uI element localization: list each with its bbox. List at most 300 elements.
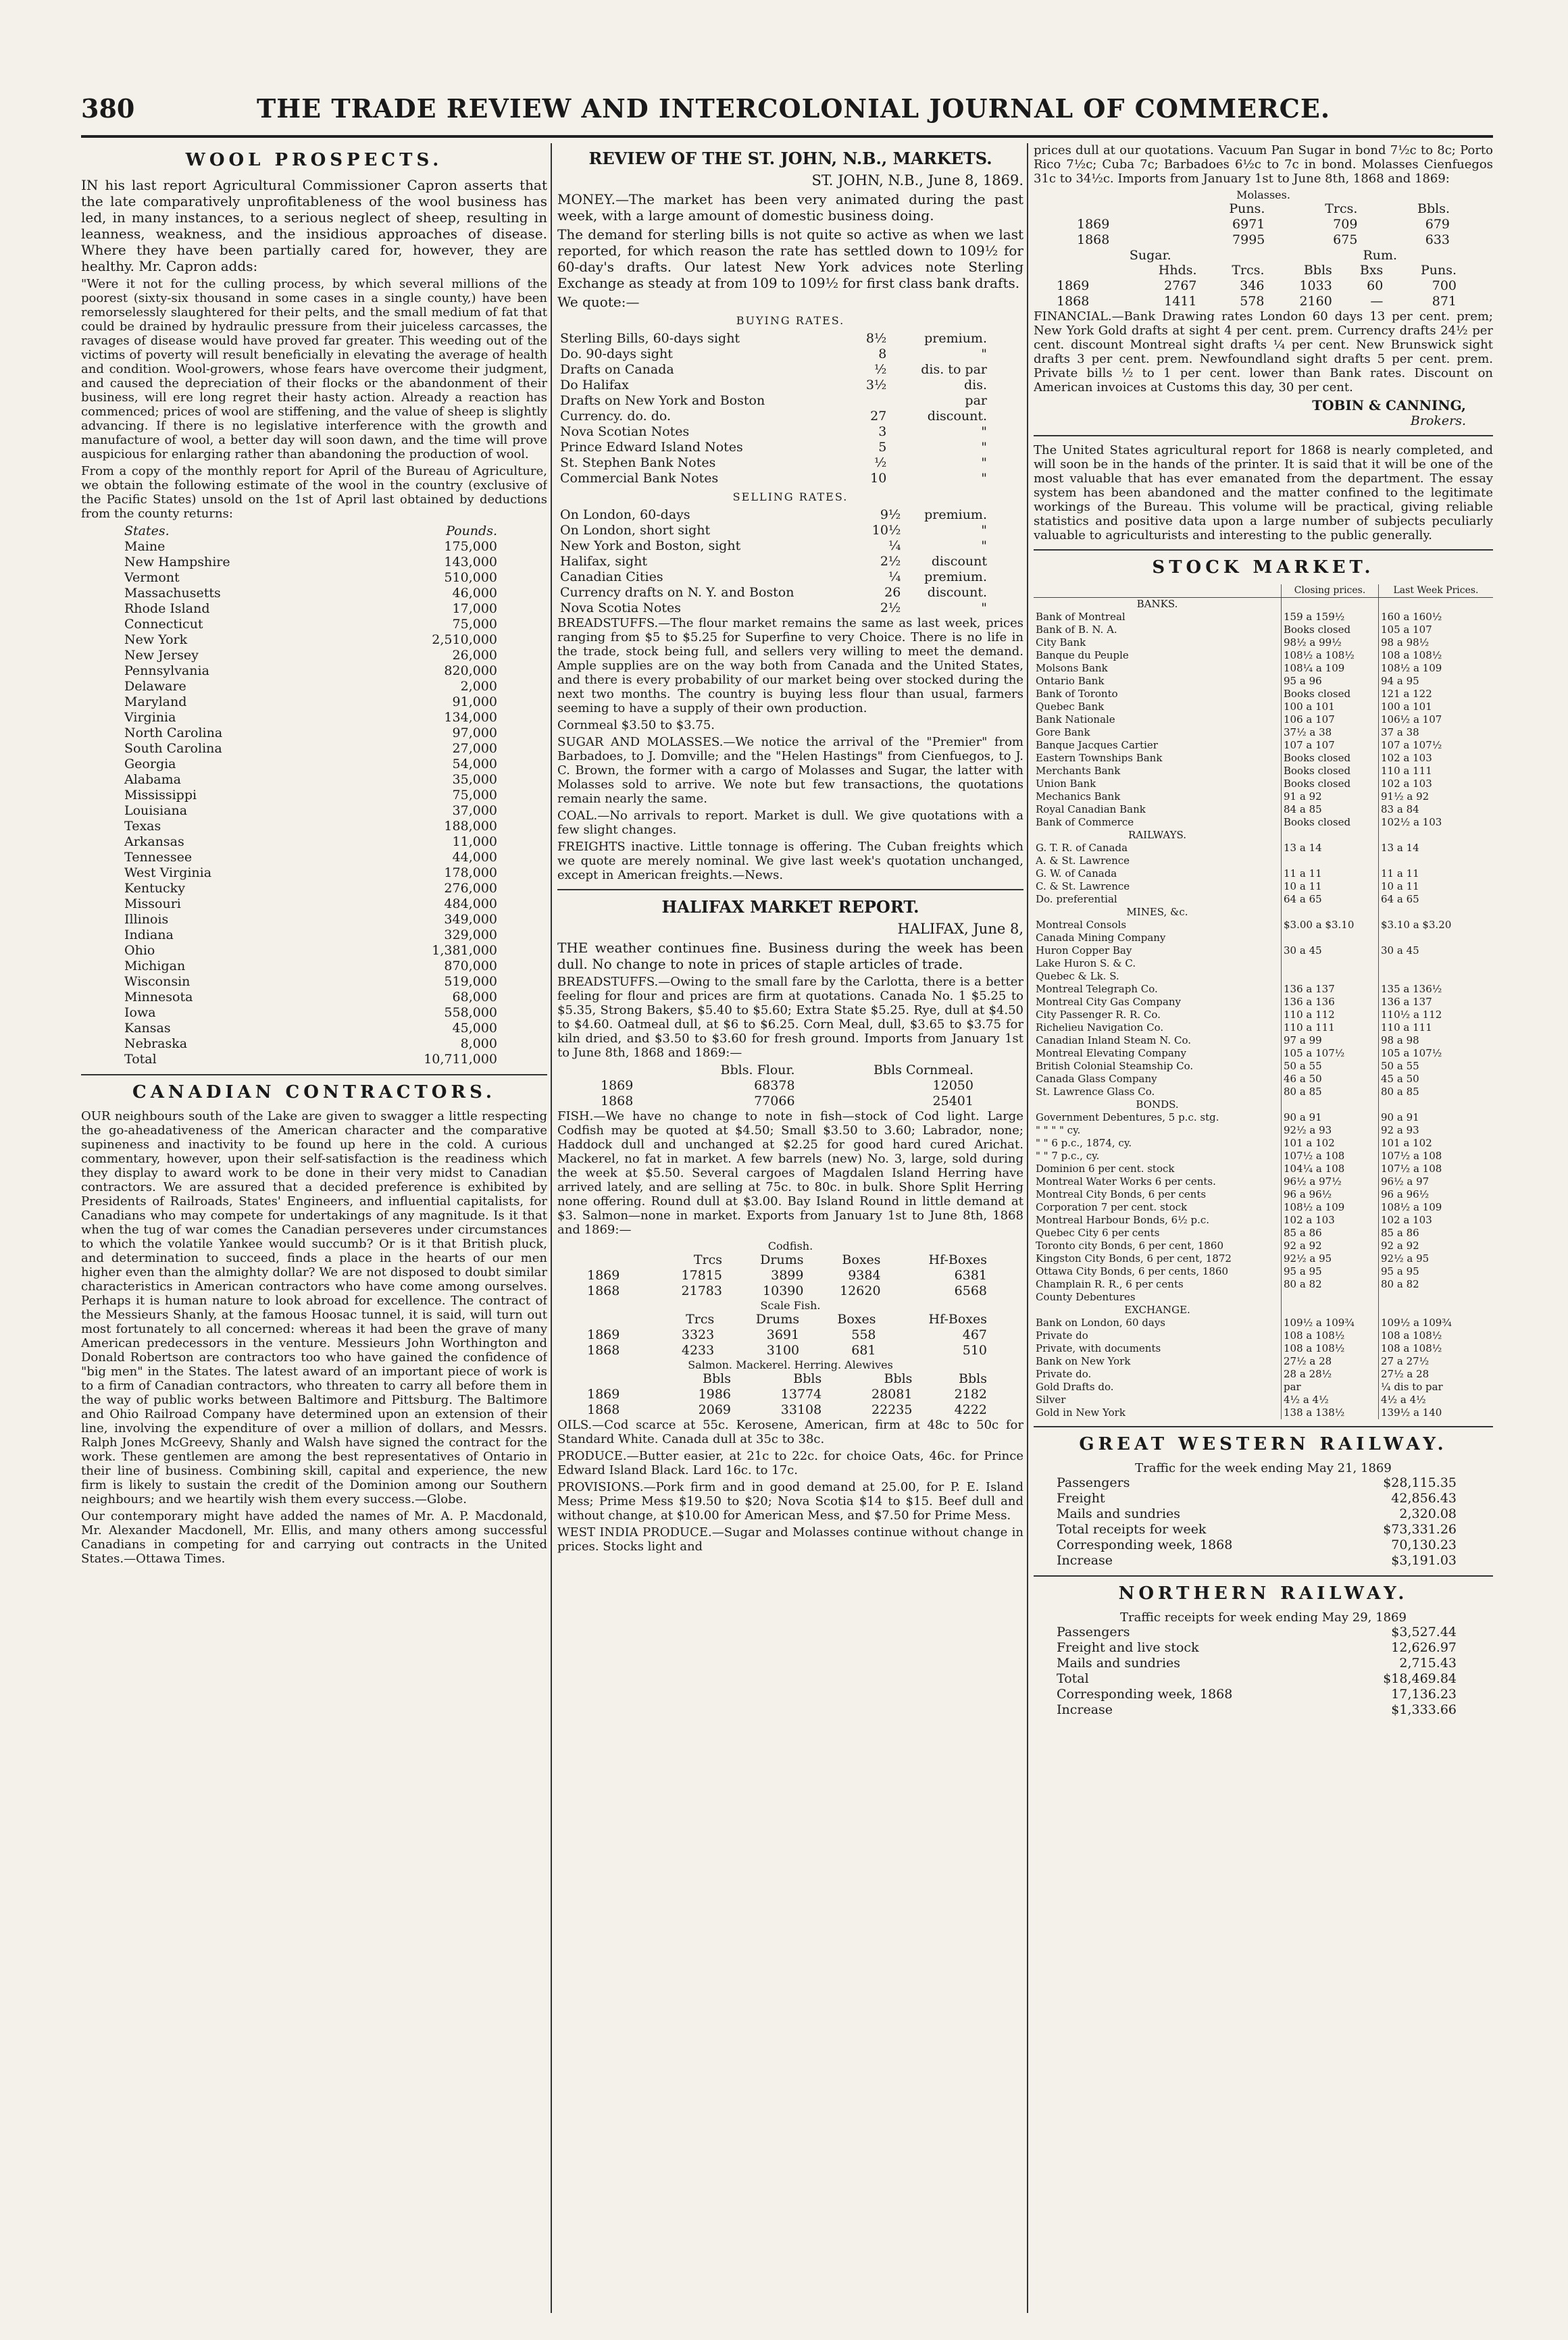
stock-price: 160 a 160½ — [1379, 611, 1493, 624]
nr-row-cell: Mails and sundries — [1057, 1656, 1181, 1671]
wool-row-cell: 134,000 — [444, 710, 497, 725]
codfish-row — [584, 1268, 990, 1283]
stock-price: 108 a 108½ — [1282, 1342, 1379, 1355]
wool-row — [122, 757, 500, 772]
selling-row-cell: On London, short sight — [560, 523, 711, 538]
wool-row-cell: 91,000 — [452, 694, 497, 709]
stock-price: 107 a 107 — [1282, 739, 1379, 752]
selling-row-cell: " — [981, 523, 987, 538]
stock-name: Montreal Telegraph Co. — [1036, 983, 1158, 995]
stock-name: Canada Glass Company — [1036, 1073, 1157, 1085]
wool-row-cell: 143,000 — [444, 555, 497, 569]
stock-section-header — [1034, 829, 1493, 842]
wool-row — [122, 586, 500, 601]
wool-row-cell: Texas — [124, 819, 161, 834]
stock-row — [1034, 662, 1493, 675]
stock-price: 110 a 112 — [1282, 1009, 1379, 1021]
stock-row — [1034, 713, 1493, 726]
wool-row — [122, 896, 500, 912]
scalefish-header-cell: Hf-Boxes — [928, 1312, 987, 1327]
selling-row-cell: ¼ — [888, 538, 901, 553]
stock-row — [1034, 624, 1493, 636]
salmon-header-cell: Bbls — [793, 1371, 822, 1386]
selling-row-cell: Currency drafts on N. Y. and Boston — [560, 585, 794, 600]
salmon-header-cell: Bbls — [703, 1371, 731, 1386]
stock-row — [1034, 790, 1493, 803]
sugar-header-cell — [1054, 263, 1121, 278]
stock-price: 107½ a 108 — [1379, 1163, 1493, 1175]
wool-row-cell: 75,000 — [452, 788, 497, 803]
selling-row-cell: " — [981, 538, 987, 553]
stock-price — [1282, 1291, 1379, 1304]
wool-row-cell: Ohio — [124, 943, 155, 958]
selling-row — [557, 601, 990, 616]
stock-price — [1282, 855, 1379, 867]
stock-row — [1034, 944, 1493, 957]
stock-price — [1282, 932, 1379, 944]
wool-row-cell: 35,000 — [452, 772, 497, 787]
molasses-row-cell: 6971 — [1232, 217, 1265, 232]
stock-name: Eastern Townships Bank — [1036, 752, 1163, 764]
stock-price — [1379, 1291, 1493, 1304]
stock-price: 85 a 86 — [1379, 1227, 1493, 1240]
salmon-row-cell: 22235 — [871, 1402, 913, 1417]
stock-price: $3.10 a $3.20 — [1379, 919, 1493, 932]
stock-name: St. Lawrence Glass Co. — [1036, 1086, 1155, 1098]
buying-row-cell: Prince Edward Island Notes — [560, 440, 743, 455]
codfish-header-cell: Hf-Boxes — [928, 1252, 987, 1267]
buying-row-cell: discount. — [927, 409, 987, 424]
flour-header-cell: Bbls Cornmeal. — [874, 1063, 973, 1077]
sugar-row-cell: 2160 — [1299, 294, 1332, 309]
wool-row-cell: 349,000 — [444, 912, 497, 927]
wool-row-cell: Nebraska — [124, 1036, 188, 1051]
sugar-title: Sugar. — [1129, 248, 1171, 263]
stock-row — [1034, 1034, 1493, 1047]
stock-row — [1034, 867, 1493, 880]
stock-price: 11 a 11 — [1379, 867, 1493, 880]
halifax-paragraph: THE weather continues fine. Business during the week has been dull. No change to note in prices of staple articles of trade. — [557, 940, 1023, 972]
wool-row-cell: 510,000 — [444, 570, 497, 585]
stock-price: 104¼ a 108 — [1282, 1163, 1379, 1175]
stock-name: Private, with documents — [1036, 1342, 1161, 1354]
stock-name: Quebec & Lk. S. — [1036, 970, 1119, 982]
financial-paragraph: FINANCIAL.—Bank Drawing rates London 60 days 13 per cent. prem; New York Gold drafts at sight 4 per cent. prem. Currency drafts 24½ per cent. discount Montreal sight drafts ¼ per cent. New Brunswick sight drafts 3 per cent. prem. Newfoundland sight drafts 5 per cent. prem. Private bills ½ to 1 per cent. lower than Bank rates. Discount on American invoices at Customs this day, 30 per cent. — [1034, 309, 1493, 395]
stock-row — [1034, 611, 1493, 624]
stock-row — [1034, 675, 1493, 688]
stock-price: 135 a 136½ — [1379, 983, 1493, 996]
stock-price: 159 a 159½ — [1282, 611, 1379, 624]
stock-name: " " " " cy. — [1036, 1124, 1081, 1136]
stock-row — [1034, 1240, 1493, 1252]
codfish-header-cell — [584, 1252, 648, 1268]
buying-row-cell: Drafts on Canada — [560, 362, 674, 377]
stock-price: ¼ dis to par — [1379, 1381, 1493, 1394]
salmon-row-cell: 1986 — [698, 1387, 731, 1402]
column-divider — [1027, 143, 1028, 2313]
wool-row-cell: Wisconsin — [124, 974, 191, 989]
scalefish-header-cell: Boxes — [837, 1312, 876, 1327]
buying-row-cell: 8½ — [865, 331, 887, 346]
nr-row-cell: 2,715.43 — [1399, 1656, 1457, 1671]
gwr-row-cell: 42,856.43 — [1391, 1491, 1457, 1506]
wool-row-cell: 2,000 — [460, 679, 497, 694]
stock-price: 80 a 85 — [1282, 1086, 1379, 1098]
wool-row-cell: Michigan — [124, 959, 186, 973]
codfish-header — [584, 1252, 990, 1268]
nr-table — [1054, 1625, 1459, 1718]
stock-price: 106 a 107 — [1282, 713, 1379, 726]
buying-row-cell: " — [981, 424, 987, 439]
wool-paragraph: From a copy of the monthly report for April of the Bureau of Agriculture, we obtain the following estimate of the wool in the country (exclusive of the Pacific States) unsold on the 1st of April last obtained by deductions from the county returns: — [81, 464, 547, 521]
selling-row-cell: 10½ — [871, 523, 901, 538]
stock-price: 91 a 92 — [1282, 790, 1379, 803]
stock-price: 108 a 108½ — [1379, 1342, 1493, 1355]
codfish-row-cell: 9384 — [848, 1268, 881, 1283]
stock-price: 64 a 65 — [1282, 893, 1379, 906]
wool-row — [122, 772, 500, 788]
nr-subtitle: Traffic receipts for week ending May 29, 1869 — [1120, 1610, 1407, 1625]
wool-row — [122, 959, 500, 974]
stock-price: 92 a 92 — [1379, 1240, 1493, 1252]
stock-price: 100 a 101 — [1379, 701, 1493, 713]
buying-row — [557, 331, 990, 347]
scalefish-row — [584, 1327, 990, 1343]
scalefish-row-cell: 3100 — [766, 1343, 800, 1358]
halifax-paragraph: OILS.—Cod scarce at 55c. Kerosene, American, firm at 48c to 50c for Standard White. Canada dull at 35c to 38c. — [557, 1418, 1023, 1446]
wool-row-cell: Minnesota — [124, 990, 193, 1004]
stock-name: Royal Canadian Bank — [1036, 803, 1146, 815]
halifax-title: HALIFAX MARKET REPORT. — [661, 897, 919, 917]
stock-price: 95 a 95 — [1282, 1265, 1379, 1278]
gwr-row-cell: Passengers — [1057, 1475, 1130, 1490]
stjohn-paragraph: MONEY.—The market has been very animated during the past week, with a large amount of domestic business doing. — [557, 191, 1023, 224]
flour-row — [598, 1078, 976, 1094]
wool-col-pounds: Pounds. — [446, 524, 497, 538]
salmon-row — [584, 1402, 990, 1418]
stock-price: 102½ a 103 — [1379, 816, 1493, 829]
stock-row — [1034, 1137, 1493, 1150]
section-rule — [1034, 435, 1493, 436]
wool-quote: "Were it not for the culling process, by which several millions of the poorest (sixty-six thousand in some cases in a single county,) have been remorselessly slaughtered for their pelts, and the small medium of fat that could be drained by hydraulic pressure from their juiceless carcasses, the ravages of disease would have proved far greater. This weeding out of the victims of poverty will result beneficially in elevating the average of health and condition. Wool-growers, whose fears have overcome their judgment, and caused the depreciation of their flocks or the abandonment of their business, will ere long regret their hasty action. Already a reaction has commenced; prices of wool are stiffening, and the value of sheep is slightly advancing. If there is no legislative interference with the growth and manufacture of wool, a better day will soon dawn, and the time will prove auspicious for enlarging rather than abandoning the production of wool. — [81, 277, 547, 461]
stock-price: 13 a 14 — [1282, 842, 1379, 855]
stock-price: 92½ a 95 — [1282, 1252, 1379, 1265]
section-rule — [1034, 1426, 1493, 1427]
codfish-row-cell: 6381 — [954, 1268, 987, 1283]
stock-row — [1034, 996, 1493, 1009]
page-header — [81, 93, 1493, 141]
stock-name: Lake Huron S. & C. — [1036, 957, 1136, 969]
stock-name: Merchants Bank — [1036, 765, 1121, 777]
wool-row — [122, 710, 500, 726]
stock-price: 136 a 137 — [1379, 996, 1493, 1009]
selling-row-cell: 26 — [884, 585, 901, 600]
sugar-row-cell: 1411 — [1164, 294, 1197, 309]
stock-price: 30 a 45 — [1282, 944, 1379, 957]
stock-price: 105 a 107½ — [1282, 1047, 1379, 1060]
stock-price: 90 a 91 — [1379, 1111, 1493, 1124]
salmon-row-cell: 13774 — [780, 1387, 822, 1402]
wool-row-cell: Vermont — [124, 570, 180, 585]
stock-price: 45 a 50 — [1379, 1073, 1493, 1086]
wool-row-cell: Maine — [124, 539, 166, 554]
stock-row — [1034, 1073, 1493, 1086]
stock-price: 91½ a 92 — [1379, 790, 1493, 803]
buying-row-cell: " — [981, 471, 987, 486]
stock-row — [1034, 701, 1493, 713]
buying-row — [557, 393, 990, 409]
column-3 — [1034, 143, 1493, 2313]
buying-row-cell: dis. — [963, 378, 987, 392]
stjohn-paragraph: SUGAR AND MOLASSES.—We notice the arrival of the "Premier" from Barbadoes, to J. Domville; and the "Helen Hastings" from Cienfuegos, to J. C. Brown, the former with a cargo of Molasses and Sugar, the latter with Molasses sold to arrive. We note but few transactions, the quotations remain nearly the same. — [557, 735, 1023, 806]
scalefish-row-cell: 1869 — [587, 1327, 620, 1342]
molasses-row-cell: 7995 — [1232, 232, 1265, 247]
selling-row — [557, 538, 990, 554]
stock-price: 108½ a 109 — [1379, 1201, 1493, 1214]
halifax-paragraph: PROVISIONS.—Pork firm and in good demand at 25.00, for P. E. Island Mess; Prime Mess $19.50 to $20; Nova Scotia $14 to $15. Beef dull and without change, at $10.00 for American Mess, and $7.50 for Prime Mess. — [557, 1480, 1023, 1523]
selling-row-cell: Nova Scotia Notes — [560, 601, 682, 615]
stock-row — [1034, 803, 1493, 816]
codfish-row-cell: 17815 — [681, 1268, 722, 1283]
wool-row — [122, 632, 500, 648]
wool-row — [122, 1036, 500, 1052]
stock-name: Private do. — [1036, 1368, 1092, 1380]
stock-name: Corporation 7 per cent. stock — [1036, 1201, 1188, 1213]
stock-price: 37 a 38 — [1379, 726, 1493, 739]
stock-name: Bank of Commerce — [1036, 816, 1134, 828]
section-rule — [1034, 549, 1493, 551]
stock-price: 107½ a 108 — [1379, 1150, 1493, 1163]
stock-row — [1034, 1201, 1493, 1214]
salmon-row-cell: 1869 — [587, 1387, 620, 1402]
column-1 — [81, 143, 547, 2313]
stock-row — [1034, 1021, 1493, 1034]
wool-row-cell: Mississippi — [124, 788, 197, 803]
selling-row-cell: premium. — [924, 569, 987, 584]
flour-header-cell: Bbls. Flour. — [720, 1063, 795, 1077]
stock-name: Montreal Harbour Bonds, 6½ p.c. — [1036, 1214, 1209, 1226]
stock-name: G. T. R. of Canada — [1036, 842, 1128, 854]
stock-price: 50 a 55 — [1282, 1060, 1379, 1073]
wool-row-cell: Virginia — [124, 710, 176, 725]
scalefish-header-cell: Drums — [755, 1312, 800, 1327]
wool-row — [122, 834, 500, 850]
wool-row — [122, 912, 500, 927]
stock-row — [1034, 1355, 1493, 1368]
buying-row-cell: dis. to par — [921, 362, 987, 377]
nr-row-cell: 12,626.97 — [1391, 1640, 1457, 1655]
stjohn-paragraph: The demand for sterling bills is not quite so active as when we last reported, for which reason the rate has settled down to 109½ for 60-day's drafts. Our latest New York advices note Sterling Exchange as steady at from 109 to 109½ for first class bank drafts. — [557, 226, 1023, 291]
codfish-row-cell: 6568 — [954, 1283, 987, 1298]
stock-price — [1282, 970, 1379, 983]
wool-row — [122, 819, 500, 834]
stock-price: 96 a 96½ — [1379, 1188, 1493, 1201]
stock-name: City Passenger R. R. Co. — [1036, 1009, 1161, 1021]
sugar-row-cell: 1869 — [1057, 278, 1090, 293]
wool-row — [122, 788, 500, 803]
stock-row — [1034, 1227, 1493, 1240]
sugar-row-cell: 60 — [1367, 278, 1384, 293]
stock-name: Bank of Montreal — [1036, 611, 1126, 623]
stock-price: 27½ a 28 — [1379, 1368, 1493, 1381]
stock-price: 95 a 95 — [1379, 1265, 1493, 1278]
stock-price: 102 a 103 — [1282, 1214, 1379, 1227]
stock-price: 30 a 45 — [1379, 944, 1493, 957]
codfish-row-cell: 12620 — [840, 1283, 881, 1298]
wool-row-cell: South Carolina — [124, 741, 222, 756]
column-2 — [557, 143, 1023, 2313]
stock-price: 37½ a 38 — [1282, 726, 1379, 739]
wool-paragraph: IN his last report Agricultural Commissioner Capron asserts that the late comparatively unprofitableness of the wool business has led, in many instances, to a serious neglect of sheep, resulting in leanness, weakness, and the insidious approaches of disease. Where they have been partially cared for, however, they are healthy. Mr. Capron adds: — [81, 177, 547, 274]
salmon-row-cell: 33108 — [780, 1402, 822, 1417]
sugar-row-cell: 1033 — [1299, 278, 1332, 293]
selling-rates-title: SELLING RATES. — [732, 490, 849, 503]
stock-name: Molsons Bank — [1036, 662, 1108, 674]
stock-row — [1034, 1175, 1493, 1188]
gwr-row-cell: 2,320.08 — [1399, 1506, 1457, 1521]
sugar-table — [1054, 263, 1459, 309]
stock-price: 110 a 111 — [1282, 1021, 1379, 1034]
stock-price: 80 a 82 — [1282, 1278, 1379, 1291]
salmon-header-cell: Bbls — [884, 1371, 913, 1386]
wool-row — [122, 881, 500, 896]
stjohn-dateline: ST. JOHN, N.B., June 8, 1869. — [811, 172, 1023, 188]
wool-row-cell: Pennsylvania — [124, 663, 209, 678]
stjohn-quote: We quote:— — [557, 294, 640, 310]
stock-price — [1379, 957, 1493, 970]
wool-row — [122, 617, 500, 632]
buying-row-cell: " — [981, 347, 987, 361]
wool-title: WOOL PROSPECTS. — [185, 150, 443, 170]
stjohn-paragraph: FREIGHTS inactive. Little tonnage is offering. The Cuban freights which we quote are merely nominal. We give last week's quotation unchanged, except in American freights.—News. — [557, 840, 1023, 882]
wool-row-cell: 44,000 — [452, 850, 497, 865]
selling-row — [557, 507, 990, 523]
stock-price: 92 a 92 — [1282, 1240, 1379, 1252]
wool-row-cell: 175,000 — [444, 539, 497, 554]
stock-row — [1034, 1188, 1493, 1201]
stock-name: Richelieu Navigation Co. — [1036, 1021, 1164, 1034]
stock-name: G. W. of Canada — [1036, 867, 1117, 880]
stock-price — [1379, 970, 1493, 983]
wool-table — [122, 524, 500, 1067]
buying-row-cell: Commercial Bank Notes — [560, 471, 719, 486]
codfish-header-cell: Boxes — [842, 1252, 881, 1267]
stock-name: Gold in New York — [1036, 1406, 1126, 1419]
stock-price: 121 a 122 — [1379, 688, 1493, 701]
stock-price: 110½ a 112 — [1379, 1009, 1493, 1021]
wool-row — [122, 1021, 500, 1036]
rum-title: Rum. — [1363, 248, 1398, 263]
stock-name: Canada Mining Company — [1036, 932, 1166, 944]
gwr-inc-label: Increase — [1057, 1553, 1113, 1568]
flour-row-cell: 1868 — [601, 1094, 634, 1109]
stock-name: Dominion 6 per cent. stock — [1036, 1163, 1175, 1175]
sugar-row-cell: 2767 — [1164, 278, 1197, 293]
stock-price: 10 a 11 — [1379, 880, 1493, 893]
buying-row-cell: par — [965, 393, 987, 408]
nr-row — [1054, 1625, 1459, 1640]
stock-row — [1034, 636, 1493, 649]
stock-name: Bank on London, 60 days — [1036, 1317, 1165, 1329]
nr-row-cell: Passengers — [1057, 1625, 1130, 1639]
stock-price: 50 a 55 — [1379, 1060, 1493, 1073]
stock-row — [1034, 1163, 1493, 1175]
flour-row — [598, 1094, 976, 1109]
selling-rates-table — [557, 507, 990, 616]
scalefish-row — [584, 1343, 990, 1358]
stock-price: 107 a 107½ — [1379, 739, 1493, 752]
sugar-row — [1054, 294, 1459, 309]
signature-title: Brokers. — [1410, 413, 1466, 428]
scalefish-header-cell — [584, 1312, 651, 1327]
wool-row — [122, 570, 500, 586]
sugar-header-cell: Puns. — [1420, 263, 1457, 278]
stock-row — [1034, 932, 1493, 944]
wool-row-cell: 1,381,000 — [432, 943, 497, 958]
stock-name: Private do — [1036, 1329, 1088, 1342]
stock-price: 138 a 138½ — [1282, 1406, 1379, 1419]
nr-row-cell: $3,527.44 — [1391, 1625, 1457, 1639]
buying-row-cell: Currency. do. do. — [560, 409, 672, 424]
flour-row-cell: 1869 — [601, 1078, 634, 1093]
salmon-title: Salmon. Mackerel. Herring. Alewives — [688, 1358, 893, 1371]
stock-price: 13 a 14 — [1379, 842, 1493, 855]
stock-price: Books closed — [1282, 688, 1379, 701]
halifax-paragraph: FISH.—We have no change to note in fish—stock of Cod light. Large Codfish may be quoted at $4.50; Small $3.50 to 3.60; Labrador, none; Haddock dull and unchanged at $2.25 for good hard cured Arichat. Mackerel, no fat in market. A few barrels (new) No. 3, large, sold during the week at $5.50. Several cargoes of Magdalen Island Herring have arrived lately, and are selling at 75c. to 80c. in bulk. Shore Split Herring none offering. Round dull at $3.00. Bay Island Round in little demand at $3. Salmon—none in market. Exports from January 1st to June 8th, 1868 and 1869:— — [557, 1109, 1023, 1237]
wool-row-cell: 97,000 — [452, 726, 497, 740]
stock-row — [1034, 765, 1493, 778]
selling-row-cell: Halifax, sight — [560, 554, 648, 569]
stock-price: 96½ a 97 — [1379, 1175, 1493, 1188]
wool-row-cell: West Virginia — [124, 865, 212, 880]
wool-row-cell: 820,000 — [444, 663, 497, 678]
wool-row-cell: 188,000 — [444, 819, 497, 834]
stock-name: Bank of Toronto — [1036, 688, 1118, 700]
sugar-header-cell: Bxs — [1359, 263, 1384, 278]
wool-row-cell: 37,000 — [452, 803, 497, 818]
stjohn-paragraph: Cornmeal $3.50 to $3.75. — [557, 718, 715, 732]
molasses-row-cell: 679 — [1425, 217, 1450, 232]
buying-row-cell: Do. 90-days sight — [560, 347, 673, 361]
stock-row — [1034, 1329, 1493, 1342]
stock-price: 4½ a 4½ — [1379, 1394, 1493, 1406]
buying-row — [557, 409, 990, 424]
wool-row — [122, 741, 500, 757]
stock-name: A. & St. Lawrence — [1036, 855, 1130, 867]
stock-row — [1034, 919, 1493, 932]
scalefish-row-cell: 1868 — [587, 1343, 620, 1358]
header-rule — [81, 135, 1493, 138]
molasses-header-cell — [1074, 201, 1167, 217]
wool-row-cell: Maryland — [124, 694, 187, 709]
nr-row-cell: Freight and live stock — [1057, 1640, 1199, 1655]
stock-price: 98 a 98 — [1379, 1034, 1493, 1047]
stock-name: Champlain R. R., 6 per cents — [1036, 1278, 1184, 1290]
selling-row-cell: On London, 60-days — [560, 507, 690, 522]
stock-name: Union Bank — [1036, 778, 1096, 790]
wool-row-cell: 54,000 — [452, 757, 497, 771]
selling-row-cell: ¼ — [888, 569, 901, 584]
scalefish-header — [584, 1312, 990, 1327]
gwr-total-label: Total receipts for week — [1057, 1522, 1207, 1537]
stjohn-paragraph: COAL.—No arrivals to report. Market is dull. We give quotations with a few slight changes. — [557, 809, 1023, 837]
codfish-row-cell: 1869 — [587, 1268, 620, 1283]
stock-name: Montreal Water Works 6 per cents. — [1036, 1175, 1216, 1188]
stock-name: C. & St. Lawrence — [1036, 880, 1130, 892]
wool-row-cell: New York — [124, 632, 188, 647]
wool-row-cell: Illinois — [124, 912, 169, 927]
molasses-row-cell: 709 — [1333, 217, 1358, 232]
